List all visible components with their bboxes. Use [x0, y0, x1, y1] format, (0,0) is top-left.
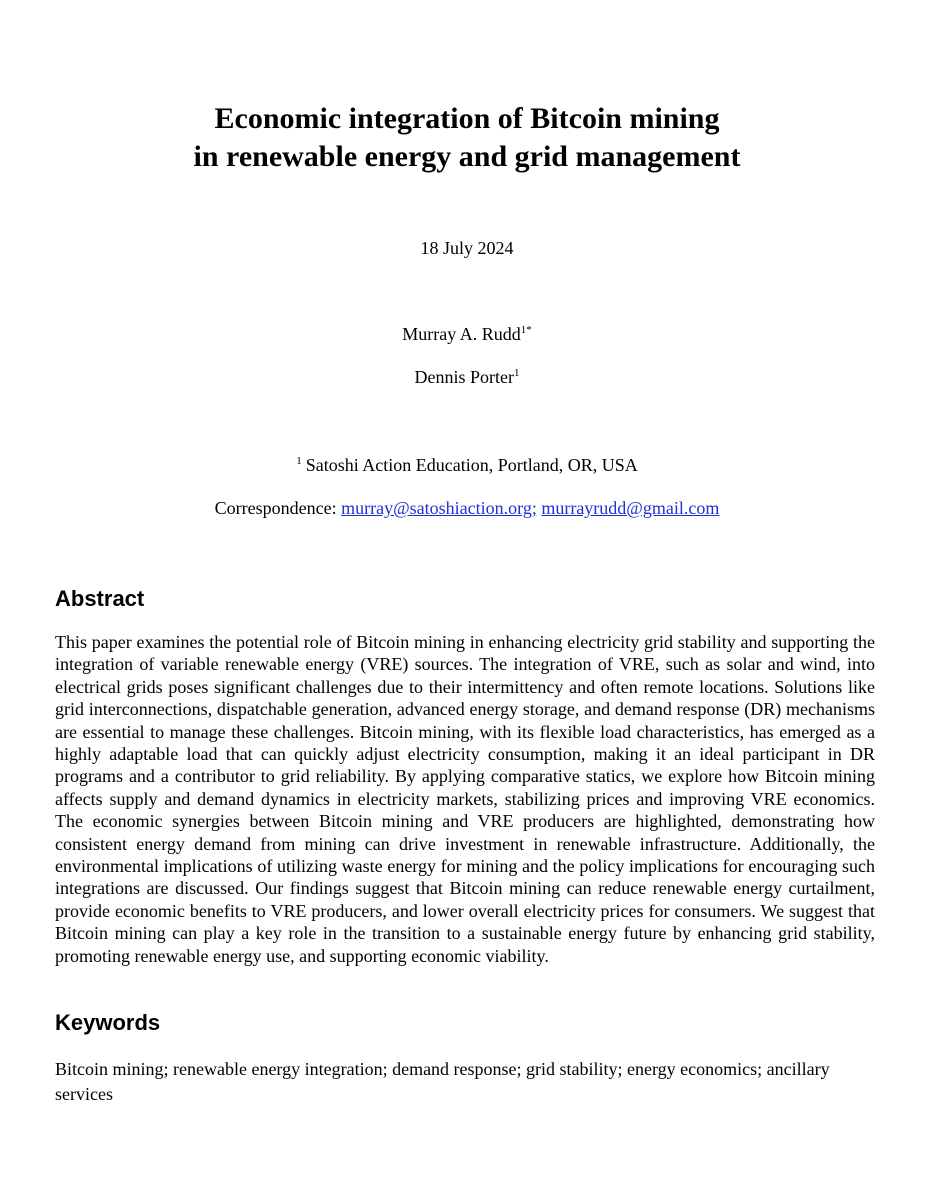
correspondence-label: Correspondence:	[214, 498, 337, 518]
author-1	[0, 324, 934, 345]
correspondence	[0, 498, 934, 519]
author-2-name: Dennis Porter	[414, 367, 514, 387]
keywords-body: Bitcoin mining; renewable energy integration; demand response; grid stability; energy economics; ancillary services	[55, 1059, 830, 1104]
author-1-affiliation-marker: 1*	[520, 324, 532, 336]
keywords-heading: Keywords	[55, 1010, 161, 1035]
email-link-1[interactable]: murray@satoshiaction.org;	[341, 498, 537, 518]
author-2	[0, 367, 934, 388]
publication-date: 18 July 2024	[420, 238, 514, 258]
affiliation-text: Satoshi Action Education, Portland, OR, USA	[305, 455, 638, 475]
abstract-heading: Abstract	[55, 586, 145, 611]
paper-title	[0, 100, 934, 176]
author-2-affiliation-marker: 1	[513, 367, 520, 379]
author-1-name: Murray A. Rudd	[402, 324, 521, 344]
affiliation-marker: 1	[296, 455, 302, 467]
affiliation	[0, 455, 934, 476]
title-line-1: Economic integration of Bitcoin mining	[214, 102, 720, 135]
title-line-2: in renewable energy and grid management	[193, 140, 741, 173]
email-link-2[interactable]: murrayrudd@gmail.com	[541, 498, 720, 518]
abstract-body: This paper examines the potential role of Bitcoin mining in enhancing electricity grid stability and supporting the integration of variable renewable energy (VRE) sources. The integration of VRE, such as solar and wind, into electrical grids poses significant challenges due to their intermittency and often remote locations. Solutions like grid interconnections, dispatchable generation, advanced energy storage, and demand response (DR) mechanisms are essential to manage these challenges. Bitcoin mining, with its flexible load characteristics, has emerged as a highly adaptable load that can quickly adjust electricity consumption, making it an ideal participant in DR programs and a contributor to grid reliability. By applying comparative statics, we explore how Bitcoin mining affects supply and demand dynamics in electricity markets, stabilizing prices and improving VRE economics. The economic synergies between Bitcoin mining and VRE producers are highlighted, demonstrating how consistent energy demand from mining can drive investment in renewable infrastructure. Additionally, the environmental implications of utilizing waste energy for mining and the policy implications for encouraging such integrations are discussed. Our findings suggest that Bitcoin mining can reduce renewable energy curtailment, provide economic benefits to VRE producers, and lower overall electricity prices for consumers. We suggest that Bitcoin mining can play a key role in the transition to a sustainable energy future by enhancing grid stability, promoting renewable energy use, and supporting economic viability.	[55, 632, 875, 966]
